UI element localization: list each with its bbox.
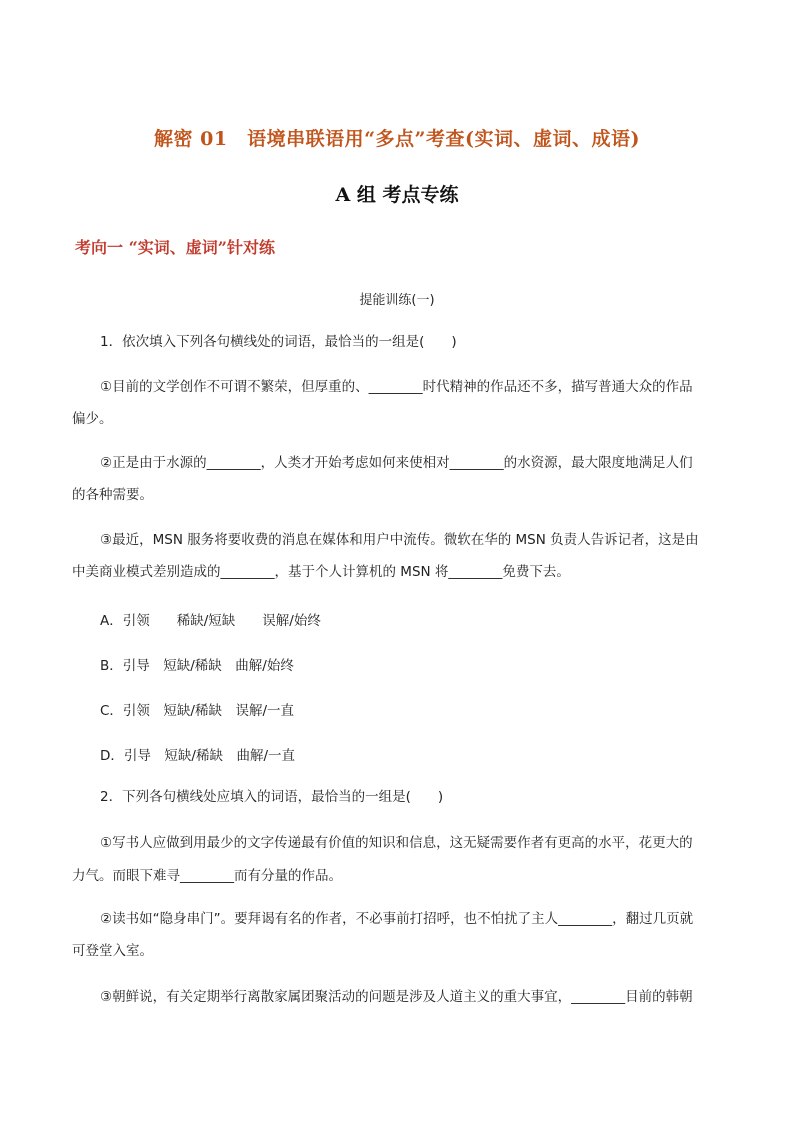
question-1-sentence-3: ③最近，MSN 服务将要收费的消息在媒体和用户中流传。微软在华的 MSN 负责人告诉记者，这是由 xyxy=(100,532,699,548)
group-heading: A 组 考点专练 xyxy=(335,184,459,206)
document-title: 解密 01 语境串联语用“多点”考查(实词、虚词、成语) xyxy=(154,128,640,150)
question-2-sentence-3: ③朝鲜说，有关定期举行离散家属团聚活动的问题是涉及人道主义的重大事宜，________目前的韩朝 xyxy=(100,989,693,1005)
question-1-sentence-2: ②正是由于水源的________，人类才开始考虑如何来使相对________的水资源，最大限度地满足人们 xyxy=(100,455,693,471)
section-heading: 考向一 “实词、虚词”针对练 xyxy=(75,238,275,257)
question-2-sentence-2-cont: 可登堂入室。 xyxy=(72,943,153,959)
question-2-sentence-1: ①写书人应做到用最少的文字传递最有价值的知识和信息，这无疑需要作者有更高的水平，花更大的 xyxy=(100,835,693,851)
exercise-subtitle: 提能训练(一) xyxy=(359,293,435,308)
question-2-sentence-2: ②读书如“隐身串门”。要拜谒有名的作者，不必事前打招呼，也不怕扰了主人________，翻过几页就 xyxy=(100,911,694,927)
question-1-option-c: C．引领 短缺/稀缺 误解/一直 xyxy=(100,703,295,719)
question-1-option-a: A．引领 稀缺/短缺 误解/始终 xyxy=(100,613,321,629)
question-1-sentence-2-cont: 的各种需要。 xyxy=(72,487,153,503)
question-1-stem: 1．依次填入下列各句横线处的词语，最恰当的一组是( ) xyxy=(100,334,457,350)
question-1-sentence-1-cont: 偏少。 xyxy=(72,411,113,427)
question-1-option-b: B．引导 短缺/稀缺 曲解/始终 xyxy=(100,658,294,674)
question-2-sentence-1-cont: 力气。而眼下难寻________而有分量的作品。 xyxy=(72,868,342,884)
question-1-sentence-1: ①目前的文学创作不可谓不繁荣，但厚重的、________时代精神的作品还不多，描写普通大众的作品 xyxy=(100,379,693,395)
question-1-option-d: D．引导 短缺/稀缺 曲解/一直 xyxy=(100,748,295,764)
question-2-stem: 2．下列各句横线处应填入的词语，最恰当的一组是( ) xyxy=(100,789,444,805)
question-1-sentence-3-cont: 中美商业模式差别造成的________，基于个人计算机的 MSN 将________免费下去。 xyxy=(72,564,570,580)
